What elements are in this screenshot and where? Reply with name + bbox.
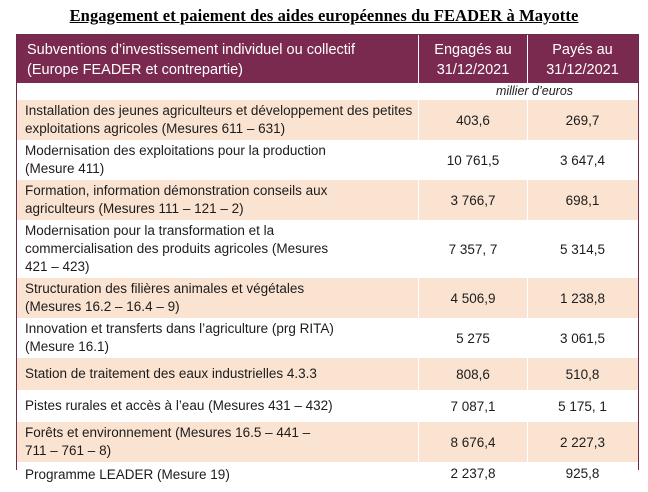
table-row [17, 140, 638, 180]
header-subventions-line1: Subventions d’investissement individuel ou collectif [27, 42, 356, 58]
row-engages: 8 676,4 [418, 422, 527, 462]
table-row [17, 100, 638, 140]
header-subventions [17, 35, 418, 83]
row-engages: 403,6 [418, 100, 527, 140]
row-payes: 5 314,5 [527, 220, 637, 278]
feader-table [16, 34, 639, 482]
header-payes [527, 35, 637, 83]
row-engages: 5 275 [418, 318, 527, 358]
row-payes: 2 227,3 [527, 422, 637, 462]
row-engages: 10 761,5 [418, 140, 527, 180]
row-engages: 808,6 [418, 358, 527, 390]
row-engages: 7 087,1 [418, 390, 527, 422]
header-payes-line1: Payés au [552, 42, 613, 58]
row-payes: 698,1 [527, 180, 637, 220]
row-label: Programme LEADER (Mesure 19) [25, 467, 230, 482]
table-row [17, 318, 638, 358]
table-row [17, 358, 638, 390]
table-row [17, 278, 638, 318]
row-label: Modernisation des exploitations pour la production (Mesure 411) [25, 143, 326, 176]
row-engages: 4 506,9 [418, 278, 527, 318]
table-row [17, 390, 638, 422]
row-label: Installation des jeunes agriculteurs et développement des petites exploitations agricoles (Mesures 611 – 631) [25, 103, 413, 136]
table-row [17, 180, 638, 220]
row-payes: 269,7 [527, 100, 637, 140]
row-engages: 7 357, 7 [418, 220, 527, 278]
header-engages-line2: 31/12/2021 [436, 62, 510, 78]
row-label: Structuration des filières animales et végétales (Mesures 16.2 – 16.4 – 9) [25, 281, 305, 314]
unit-row [17, 83, 638, 100]
row-engages: 2 237,8 [418, 462, 527, 481]
row-label: Innovation et transferts dans l’agriculture (prg RITA) (Mesure 16.1) [25, 321, 334, 354]
row-payes: 5 175, 1 [527, 390, 637, 422]
table-row [17, 462, 638, 492]
table-header [17, 35, 638, 83]
row-payes: 1 238,8 [527, 278, 637, 318]
unit-label: millier d’euros [495, 84, 574, 98]
header-subventions-line2: (Europe FEADER et contrepartie) [27, 62, 243, 78]
header-engages [418, 35, 527, 83]
row-label: Station de traitement des eaux industrielles 4.3.3 [25, 366, 317, 381]
row-label: Formation, information démonstration conseils aux agriculteurs (Mesures 111 – 121 – 2) [25, 183, 328, 216]
header-engages-line1: Engagés au [434, 42, 512, 58]
document-title: Engagement et paiement des aides européennes du FEADER à Mayotte [69, 6, 579, 25]
row-label: Modernisation pour la transformation et la commercialisation des produits agricoles (Mesures 421 – 423) [25, 223, 329, 274]
row-payes: 3 647,4 [527, 140, 637, 180]
header-payes-line2: 31/12/2021 [546, 62, 619, 78]
row-payes: 510,8 [527, 358, 637, 390]
row-label: Pistes rurales et accès à l’eau (Mesures 431 – 432) [25, 398, 333, 413]
table-row [17, 220, 638, 278]
row-payes: 925,8 [527, 462, 637, 481]
row-engages: 3 766,7 [418, 180, 527, 220]
table-row [17, 422, 638, 462]
row-label: Forêts et environnement (Mesures 16.5 – 441 – 711 – 761 – 8) [25, 425, 311, 458]
row-payes: 3 061,5 [527, 318, 637, 358]
